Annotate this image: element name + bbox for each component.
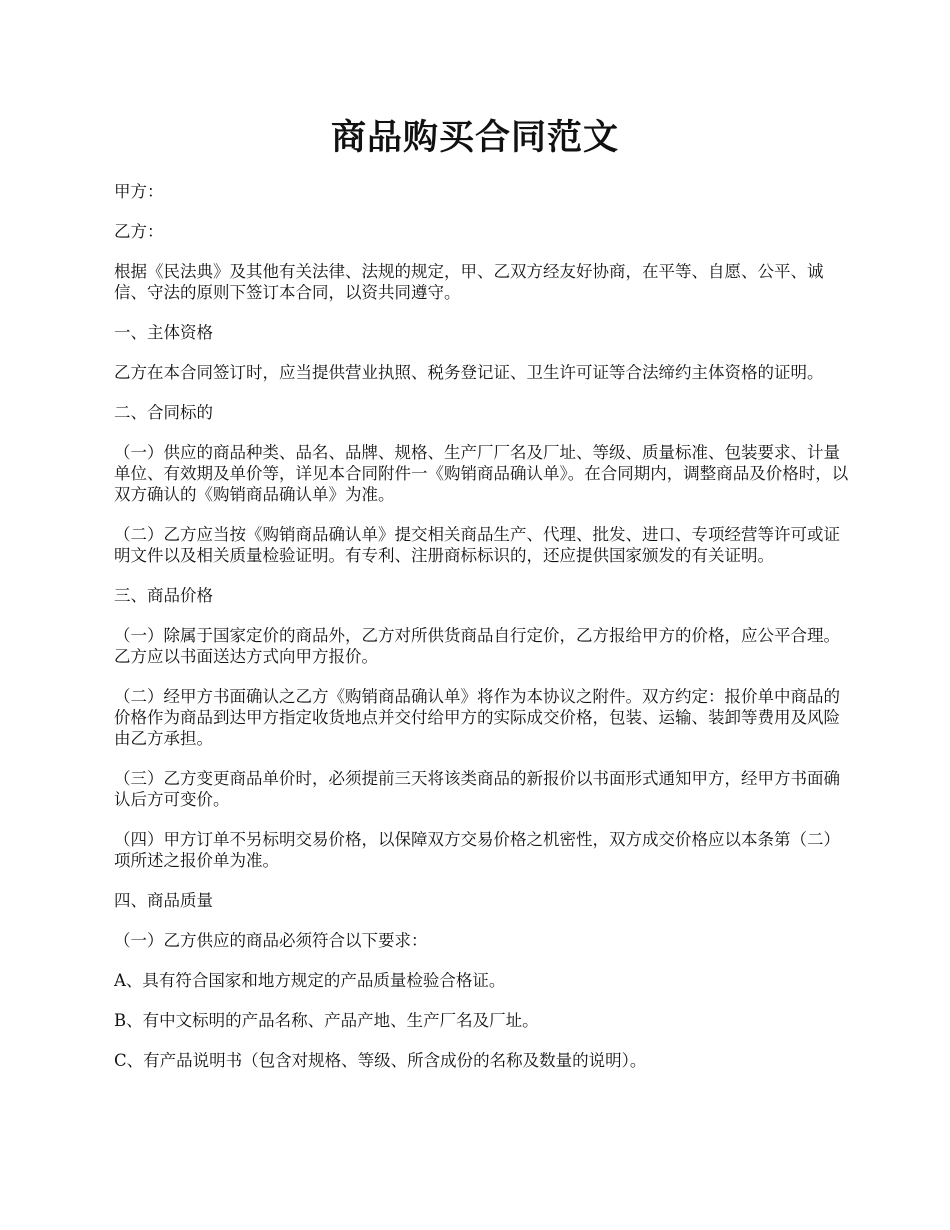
section-heading-3: 三、商品价格 bbox=[114, 586, 213, 605]
section-1-paragraph: 乙方在本合同签订时，应当提供营业执照、税务登记证、卫生许可证等合法缔约主体资格的证明。 bbox=[114, 363, 824, 382]
section-heading-4: 四、商品质量 bbox=[114, 891, 213, 910]
section-2-item-2: （二）乙方应当按《购销商品确认单》提交相关商品生产、代理、批发、进口、专项经营等许可或证明文件以及相关质量检验证明。有专利、注册商标标识的，还应提供国家颁发的有关证明。 bbox=[114, 525, 840, 565]
section-3-item-3: （三）乙方变更商品单价时，必须提前三天将该类商品的新报价以书面形式通知甲方，经甲方书面确认后方可变价。 bbox=[114, 769, 840, 809]
section-4-item-1: （一）乙方供应的商品必须符合以下要求： bbox=[114, 931, 428, 950]
section-4-requirement-b: B、有中文标明的产品名称、产品产地、生产厂名及厂址。 bbox=[114, 1011, 539, 1030]
document-title: 商品购买合同范文 bbox=[330, 117, 619, 158]
section-4-requirement-c: C、有产品说明书（包含对规格、等级、所含成份的名称及数量的说明）。 bbox=[114, 1051, 647, 1070]
party-b-line: 乙方： bbox=[114, 222, 164, 241]
section-heading-1: 一、主体资格 bbox=[114, 323, 213, 342]
section-3-item-1: （一）除属于国家定价的商品外，乙方对所供货商品自行定价，乙方报给甲方的价格，应公平合理。乙方应以书面送达方式向甲方报价。 bbox=[114, 626, 840, 666]
section-3-item-2: （二）经甲方书面确认之乙方《购销商品确认单》将作为本协议之附件。双方约定：报价单中商品的价格作为商品到达甲方指定收货地点并交付给甲方的实际成交价格，包装、运输、装卸等费用及风险由乙方承担。 bbox=[114, 687, 840, 748]
party-a-line: 甲方： bbox=[114, 182, 164, 201]
document-body bbox=[114, 181, 850, 1090]
section-heading-2: 二、合同标的 bbox=[114, 403, 213, 422]
preamble-paragraph: 根据《民法典》及其他有关法律、法规的规定，甲、乙双方经友好协商，在平等、自愿、公平、诚信、守法的原则下签订本合同，以资共同遵守。 bbox=[114, 262, 824, 302]
section-4-requirement-a: A、具有符合国家和地方规定的产品质量检验合格证。 bbox=[114, 971, 506, 990]
section-3-item-4: （四）甲方订单不另标明交易价格，以保障双方交易价格之机密性，双方成交价格应以本条第（二）项所述之报价单为准。 bbox=[114, 830, 840, 870]
section-2-item-1: （一）供应的商品种类、品名、品牌、规格、生产厂厂名及厂址、等级、质量标准、包装要求、计量单位、有效期及单价等，详见本合同附件一《购销商品确认单》。在合同期内，调整商品及价格时，以双方确认的《购销商品确认单》为准。 bbox=[114, 443, 849, 504]
